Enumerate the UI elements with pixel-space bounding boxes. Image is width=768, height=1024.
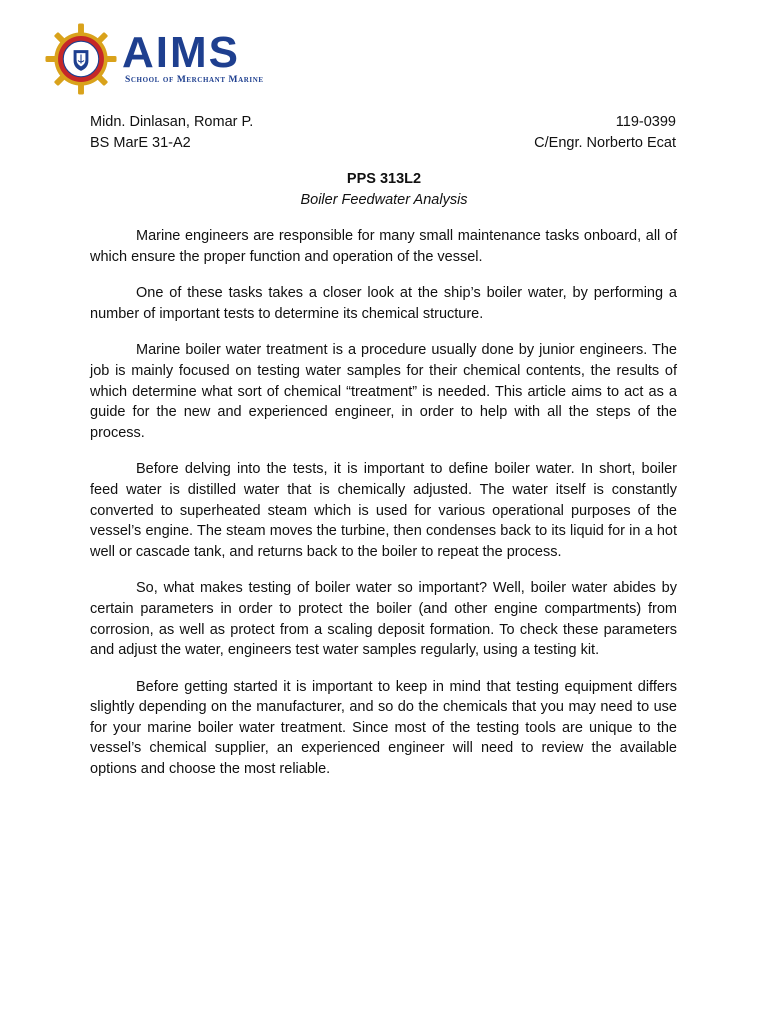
paragraph: Marine engineers are responsible for many small maintenance tasks onboard, all of which ensure the proper function and operation of the vessel. (90, 228, 677, 265)
meta-row-2 (90, 133, 676, 154)
paragraph: Before delving into the tests, it is important to define boiler water. In short, boiler feed water is distilled water that is chemically adjusted. The water itself is constantly converted to superheated steam which is used for various operational purposes of the vessel’s engine. The steam moves the turbine, then condenses back to its liquid for in a hot well or cascade tank, and returns back to the boiler to repeat the process. (90, 461, 677, 560)
student-id: 119-0399 (615, 114, 676, 130)
meta-row-1 (90, 112, 676, 133)
logo-wordmark: AIMS (122, 28, 240, 77)
paragraph: Marine boiler water treatment is a procedure usually done by junior engineers. The job is mainly focused on testing water samples for their chemical contents, the results of which determine what sort of chemical “treatment” is needed. This article aims to act as a guide for the new and experienced engineer, in order to help with all the steps of the process. (90, 342, 677, 441)
document-meta (90, 112, 676, 154)
school-seal-icon (44, 22, 118, 96)
logo-subtitle: School of Merchant Marine (125, 75, 264, 85)
course-code: PPS 313L2 (346, 171, 422, 187)
document-title: Boiler Feedwater Analysis (300, 192, 468, 208)
paragraph: Before getting started it is important to keep in mind that testing equipment differs slightly depending on the manufacturer, and so do the chemicals that you may need to use for your marine boiler water treatment. Since most of the testing tools are unique to the vessel’s chemical supplier, an experienced engineer will need to review the available options and choose the most reliable. (90, 678, 677, 778)
document-body (90, 226, 677, 796)
paragraph: So, what makes testing of boiler water so important? Well, boiler water abides by certain parameters in order to protect the boiler (and other engine compartments) from corrosion, as well as protect from a scaling deposit formation. To check these parameters and adjust the water, engineers test water samples regularly, using a testing kit. (90, 580, 677, 659)
program-section: BS MarE 31-A2 (90, 135, 191, 151)
school-header (44, 14, 264, 104)
title-block (0, 169, 768, 211)
paragraph: One of these tasks takes a closer look at the ship’s boiler water, by performing a number of important tests to determine its chemical structure. (90, 285, 677, 322)
instructor-name: C/Engr. Norberto Ecat (534, 135, 676, 151)
student-name: Midn. Dinlasan, Romar P. (90, 114, 254, 130)
school-brand (122, 28, 264, 85)
